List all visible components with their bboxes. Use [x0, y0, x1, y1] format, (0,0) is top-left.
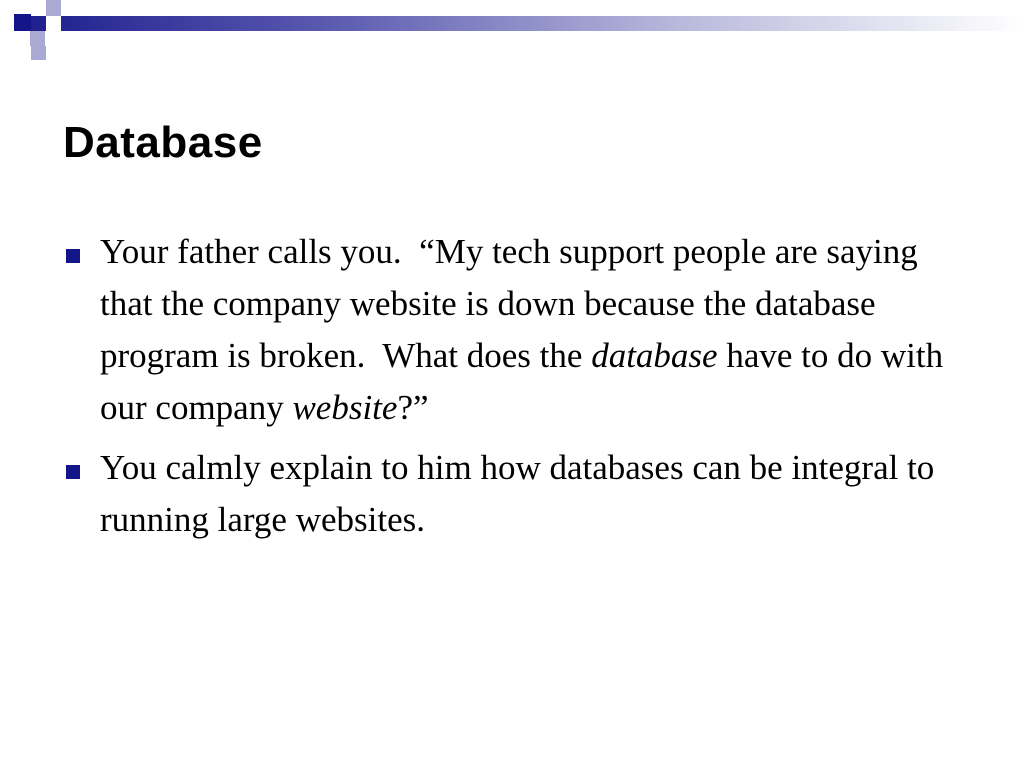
header-square-decoration: [30, 31, 45, 46]
bullet-text-segment-italic: database: [591, 336, 718, 375]
bullet-text-segment: You calmly explain to him how databases can be integral to running large websites.: [100, 448, 944, 539]
bullet-text: [100, 442, 963, 546]
square-bullet-icon: [66, 465, 80, 479]
header-square-decoration: [31, 46, 46, 60]
header-gradient-bar: [30, 16, 1024, 31]
bullet-text: [100, 226, 963, 434]
square-bullet-icon: [66, 249, 80, 263]
header-square-decoration: [46, 0, 61, 16]
header-square-decoration: [14, 14, 31, 31]
bullet-item: [63, 226, 963, 434]
bullet-text-segment: ?”: [397, 388, 429, 427]
header-square-decoration: [0, 0, 14, 14]
bullet-item: [63, 442, 963, 546]
slide-title: Database: [63, 118, 263, 167]
bullet-text-segment-italic: website: [292, 388, 398, 427]
bullet-text-segment: have to do with our company: [100, 336, 952, 427]
header-square-decoration: [46, 16, 61, 31]
bullet-text-segment: Your father calls you. “My tech support people are saying that the company website is down because the database program is broken. What does the: [100, 232, 927, 375]
bullet-list: [63, 226, 963, 546]
